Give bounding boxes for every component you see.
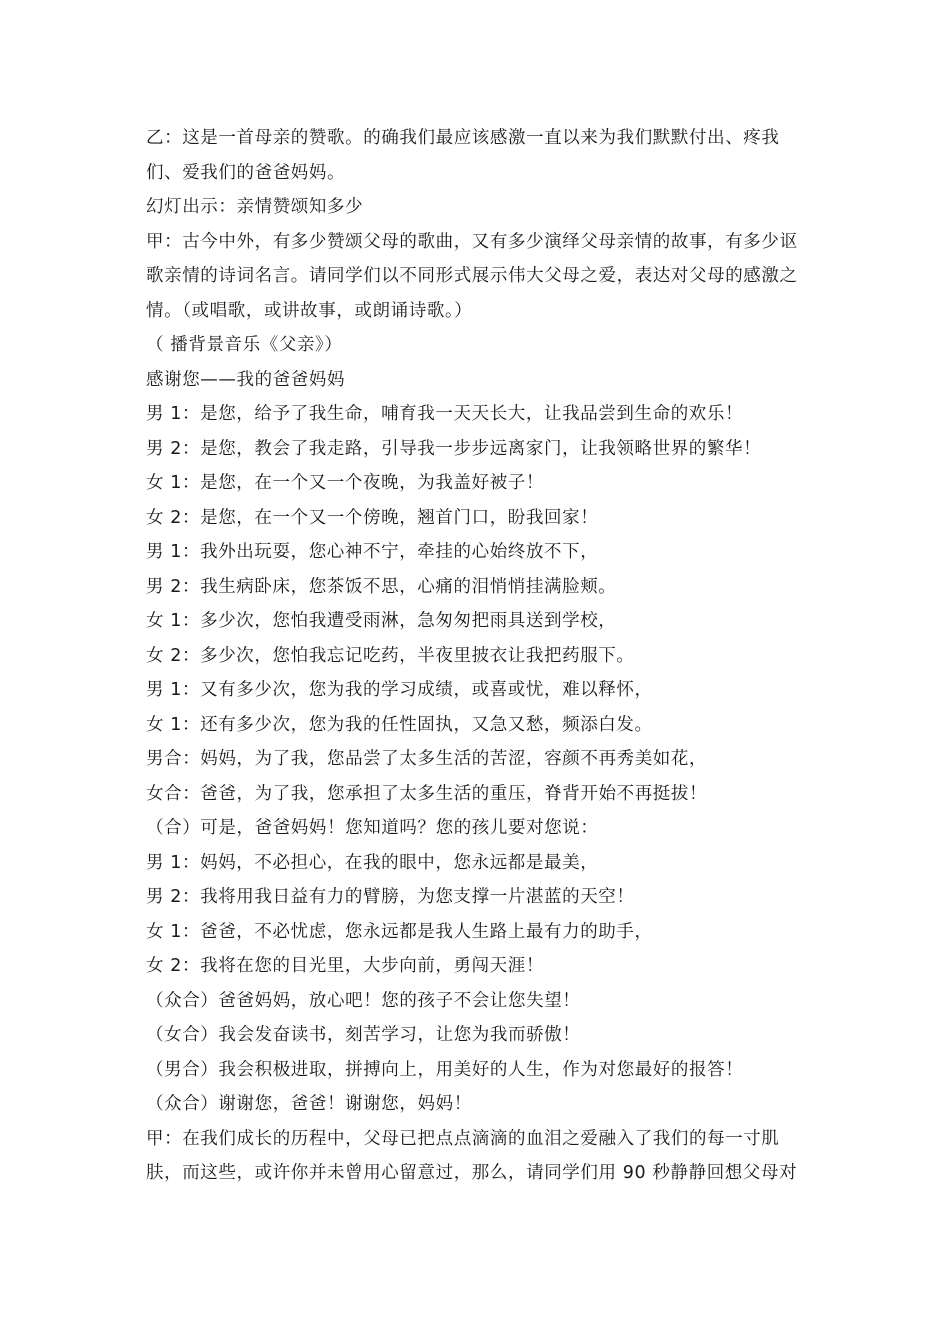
- paragraph: 女 2：是您，在一个又一个傍晚，翘首门口，盼我回家！: [146, 507, 599, 528]
- paragraph: 男 2：我将用我日益有力的臂膀，为您支撑一片湛蓝的天空！: [146, 887, 635, 907]
- paragraph: （合）可是，爸爸妈妈！您知道吗？您的孩儿要对您说：: [146, 818, 599, 838]
- paragraph: 感谢您——我的爸爸妈妈: [146, 369, 346, 390]
- paragraph: 男 2：我生病卧床，您茶饭不思，心痛的泪悄悄挂满脸颊。: [146, 576, 617, 597]
- paragraph: 男 1：我外出玩耍，您心神不宁，牵挂的心始终放不下，: [146, 542, 599, 562]
- paragraph: 幻灯出示：亲情赞颂知多少: [146, 197, 364, 217]
- paragraph: 女 2：多少次，您怕我忘记吃药，半夜里披衣让我把药服下。: [146, 645, 635, 666]
- paragraph: （男合）我会积极进取，拼搏向上，用美好的人生，作为对您最好的报答！: [146, 1059, 744, 1080]
- paragraph: 女合：爸爸，为了我，您承担了太多生活的重压，脊背开始不再挺拔！: [146, 783, 708, 804]
- paragraph: （ 播背景音乐《父亲》）: [146, 335, 343, 355]
- paragraph: 女 2：我将在您的目光里，大步向前，勇闯天涯！: [146, 956, 544, 976]
- paragraph: 女 1：还有多少次，您为我的任性固执，又急又愁，频添白发。: [146, 714, 653, 735]
- paragraph: 男 1：又有多少次，您为我的学习成绩，或喜或忧，难以释怀，: [146, 680, 653, 700]
- paragraph: 甲：古今中外，有多少赞颂父母的歌曲，又有多少演绎父母亲情的故事，有多少讴歌亲情的诗词名言。请同学们以不同形式展示伟大父母之爱，表达对父母的感激之情。（或唱歌，或讲故事，或朗诵诗歌。）: [146, 231, 798, 321]
- paragraph: 女 1：爸爸，不必忧虑，您永远都是我人生路上最有力的助手，: [146, 921, 653, 942]
- paragraph: 女 1：是您，在一个又一个夜晚，为我盖好被子！: [146, 473, 544, 493]
- paragraph: 甲：在我们成长的历程中，父母已把点点滴滴的血泪之爱融入了我们的每一寸肌肤，而这些，或许你并未曾用心留意过，那么，请同学们用 90 秒静静回想父母对: [146, 1128, 798, 1183]
- document-body: [146, 121, 811, 1191]
- paragraph: 男 1：妈妈，不必担心，在我的眼中，您永远都是最美，: [146, 852, 599, 873]
- paragraph: （众合）爸爸妈妈，放心吧！您的孩子不会让您失望！: [146, 990, 581, 1011]
- paragraph: （众合）谢谢您，爸爸！谢谢您，妈妈！: [146, 1094, 472, 1114]
- paragraph: 乙：这是一首母亲的赞歌。的确我们最应该感激一直以来为我们默默付出、疼我们、爱我们的爸爸妈妈。: [146, 128, 780, 183]
- paragraph: 男合：妈妈，为了我，您品尝了太多生活的苦涩，容颜不再秀美如花，: [146, 749, 708, 769]
- paragraph: 男 2：是您，教会了我走路，引导我一步步远离家门，让我领略世界的繁华！: [146, 438, 762, 459]
- paragraph: 女 1：多少次，您怕我遭受雨淋，急匆匆把雨具送到学校，: [146, 611, 617, 631]
- paragraph: （女合）我会发奋读书，刻苦学习，让您为我而骄傲！: [146, 1025, 581, 1045]
- paragraph: 男 1：是您，给予了我生命，哺育我一天天长大，让我品尝到生命的欢乐！: [146, 404, 744, 424]
